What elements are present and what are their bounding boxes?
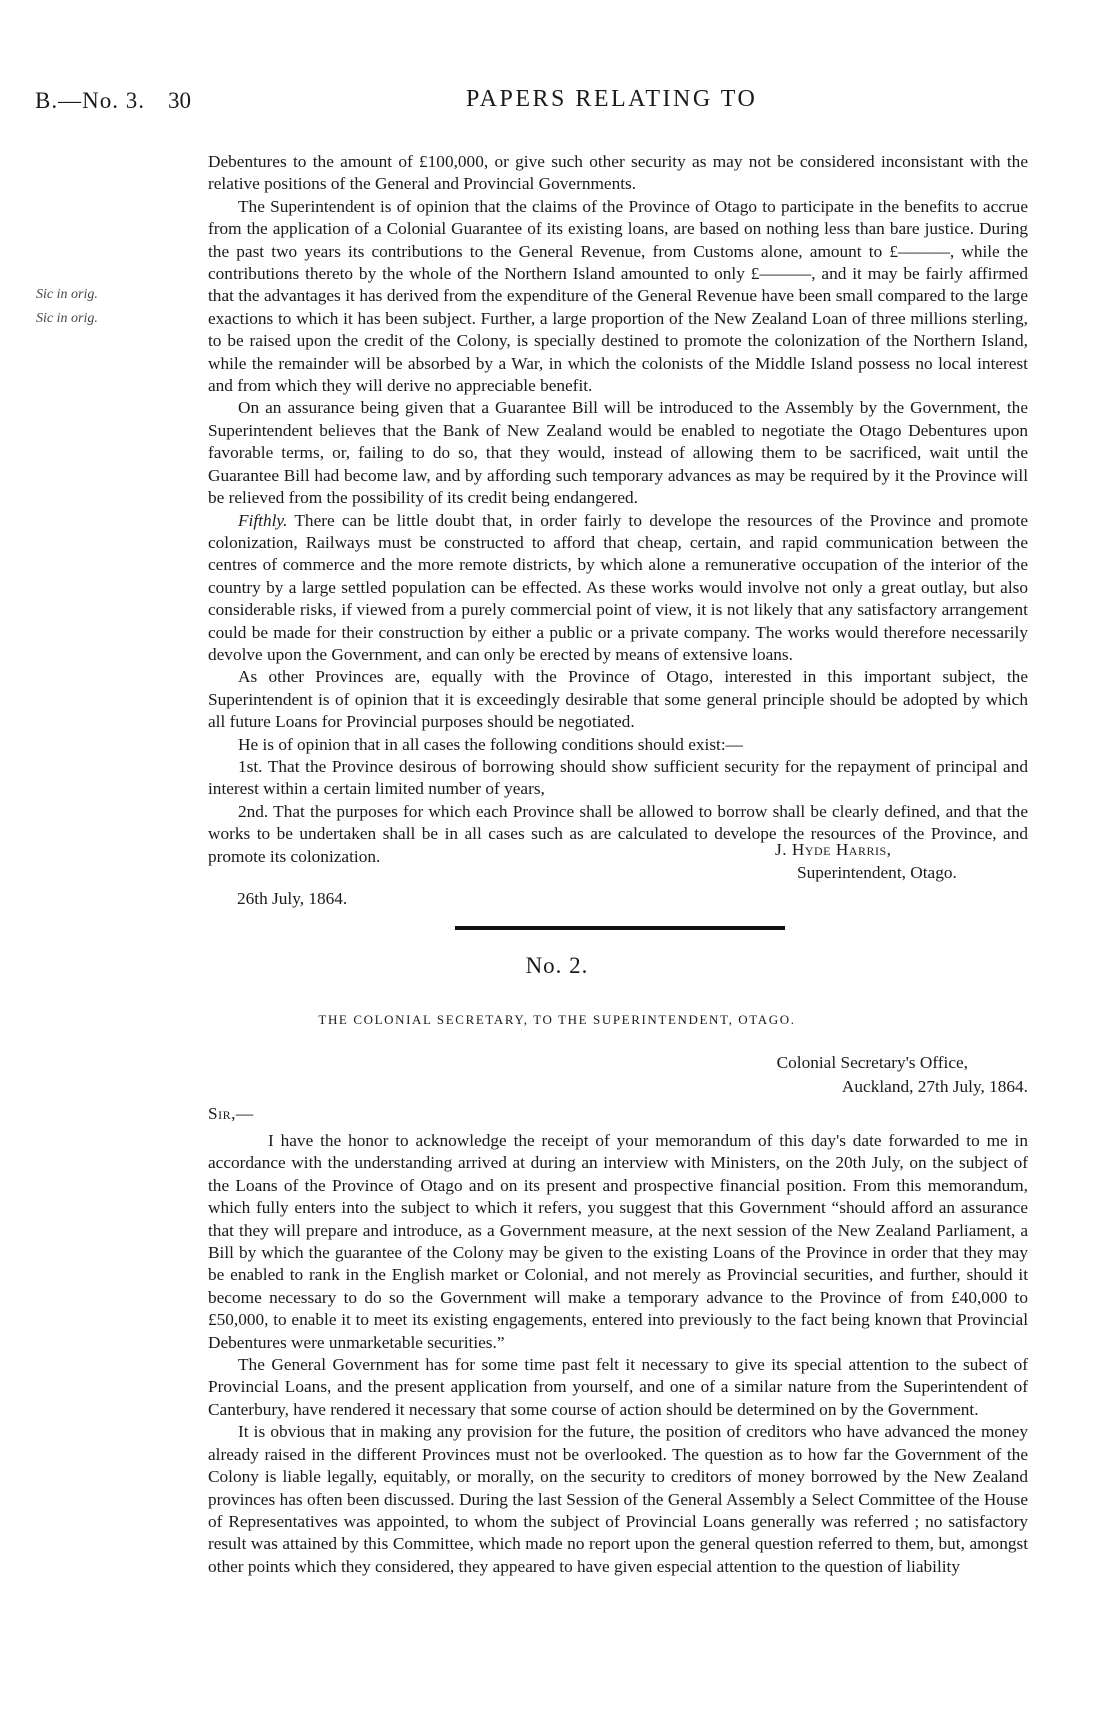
salutation: Sir,—: [208, 1104, 254, 1123]
letter-caption: THE COLONIAL SECRETARY, TO THE SUPERINTENDENT, OTAGO.: [318, 1012, 796, 1027]
letter-body: [208, 1130, 1028, 1578]
signature-title: Superintendent, Otago.: [797, 863, 957, 882]
page-header: [0, 86, 1114, 122]
margin-note-2: Sic in orig.: [36, 311, 98, 326]
letter-paragraph: It is obvious that in making any provision for the future, the position of creditors who have advanced the money already raised in the different Provinces must not be overlooked. The question as to how far the Government of the Colony is liable legally, equitably, or morally, on the security to creditors of money borrowed by the New Zealand provinces has often been discussed. During the last Session of the General Assembly a Select Committee of the House of Representatives was appointed, to whom the subject of Provincial Loans generally was referred ; no satisfactory result was attained by this Committee, which made no report upon the general question referred to them, but, amongst other points which they considered, they appeared to have given especial attention to the question of liability: [208, 1422, 1028, 1576]
letter-address: [0, 1051, 1028, 1099]
letter-number: No. 2.: [525, 953, 589, 978]
memo-date: 26th July, 1864.: [237, 889, 348, 908]
memo-signature: [775, 838, 1025, 884]
signature-name: J. Hyde Harris,: [775, 840, 892, 859]
fifthly-label: Fifthly.: [238, 510, 288, 530]
memo-paragraph: On an assurance being given that a Guarantee Bill will be introduced to the Assembly by the Government, the Superintendent believes that the Bank of New Zealand would be enabled to negotiate the Otago Debentures upon favorable terms, or, failing to do so, that they would, instead of allowing them to be sacrificed, wait until the Guarantee Bill had become law, and by affording such temporary advances as may be required by it the Province will be relieved from the possibility of its credit being endangered.: [208, 398, 1028, 508]
memo-condition-2: 2nd. That the purposes for which each Province shall be allowed to borrow shall be clearly defined, and that the works to be undertaken shall be in all cases such as are calculated to develope the resources of the Province, and promote its colonization.: [208, 801, 1028, 866]
letter-paragraph: The General Government has for some time past felt it necessary to give its special attention to the subect of Provincial Loans, and the present application from yourself, and one of a similar nature from the Superintendent of Canterbury, have rendered it necessary that some course of action should be determined on by the Government.: [208, 1355, 1028, 1419]
letter-paragraph: I have the honor to acknowledge the receipt of your memorandum of this day's date forwarded to me in accordance with the understanding arrived at during an interview with Ministers, on the 20th July, on the subject of the Loans of the Province of Otago and on its present and prospective financial position. From this memorandum, which fully enters into the subject to which it refers, you suggest that this Government “should afford an assurance that they will prepare and introduce, as a Government measure, at the next session of the New Zealand Parliament, a Bill by which the guarantee of the Colony may be given to the existing Loans of the Province in order that they may be enabled to rank in the English market or Colonial, and not merely as Provincial securities, and further, should it become necessary to do so the Government will make a temporary advance to the Province of from £40,000 to £50,000, to enable it to meet its existing engagements, entered into previously to the fact being known that Provincial Debentures were unmarketable securities.”: [208, 1131, 1028, 1352]
fifthly-text: There can be little doubt that, in order fairly to develope the resources of the Province and promote colonization, Railways must be constructed to afford that cheap, certain, and rapid communication between the centres of commerce and the more remote districts, by which alone a remunerative occupation of the interior of the country by a large settled population can be effected. As these works would involve not only a great outlay, but also considerable risks, if viewed from a purely commercial point of view, it is not likely that any satisfactory arrangement could be made for their construction by either a public or a private company. The works would therefore necessarily devolve upon the Government, and can only be erected by means of extensive loans.: [208, 510, 1028, 664]
section-reference: B.—No. 3.: [35, 88, 145, 113]
place-date-line: Auckland, 27th July, 1864.: [841, 1077, 1028, 1096]
memorandum-body: [208, 151, 1028, 868]
memo-paragraph: He is of opinion that in all cases the following conditions should exist:—: [238, 734, 743, 754]
memo-paragraph: As other Provinces are, equally with the Province of Otago, interested in this important subject, the Superintendent is of opinion that it is exceedingly desirable that some general principle should be adopted by which all future Loans for Provincial purposes should be negotiated.: [208, 667, 1028, 732]
section-divider: [455, 926, 785, 930]
margin-note-1: Sic in orig.: [36, 287, 98, 302]
memo-paragraph: The Superintendent is of opinion that the claims of the Province of Otago to participate in the benefits to accrue from the application of a Colonial Guarantee of its existing loans, are based on nothing less than bare justice. During the past two years its contributions to the General Revenue, from Customs alone, amount to £———, while the contributions thereto by the whole of the Northern Island amounted to only £———, and it may be fairly affirmed that the advantages it has derived from the expenditure of the General Revenue have been small compared to the large exactions to which it has been subject. Further, a large proportion of the New Zealand Loan of three millions sterling, to be raised upon the credit of the Colony, is specially destined to promote the colonization of the Northern Island, while the remainder will be absorbed by a War, in which the colonists of the Middle Island possess no local interest and from which they will derive no appreciable benefit.: [208, 196, 1028, 396]
page-number: 30: [168, 88, 191, 113]
running-title: PAPERS RELATING TO: [466, 86, 758, 112]
office-line: Colonial Secretary's Office,: [776, 1053, 968, 1072]
memo-condition-1: 1st. That the Province desirous of borrowing should show sufficient security for the repayment of principal and interest within a certain limited number of years,: [208, 756, 1028, 799]
memo-paragraph: Debentures to the amount of £100,000, or give such other security as may not be considered inconsistant with the relative positions of the General and Provincial Governments.: [208, 152, 1028, 194]
memo-paragraph-fifthly: [208, 510, 1028, 667]
